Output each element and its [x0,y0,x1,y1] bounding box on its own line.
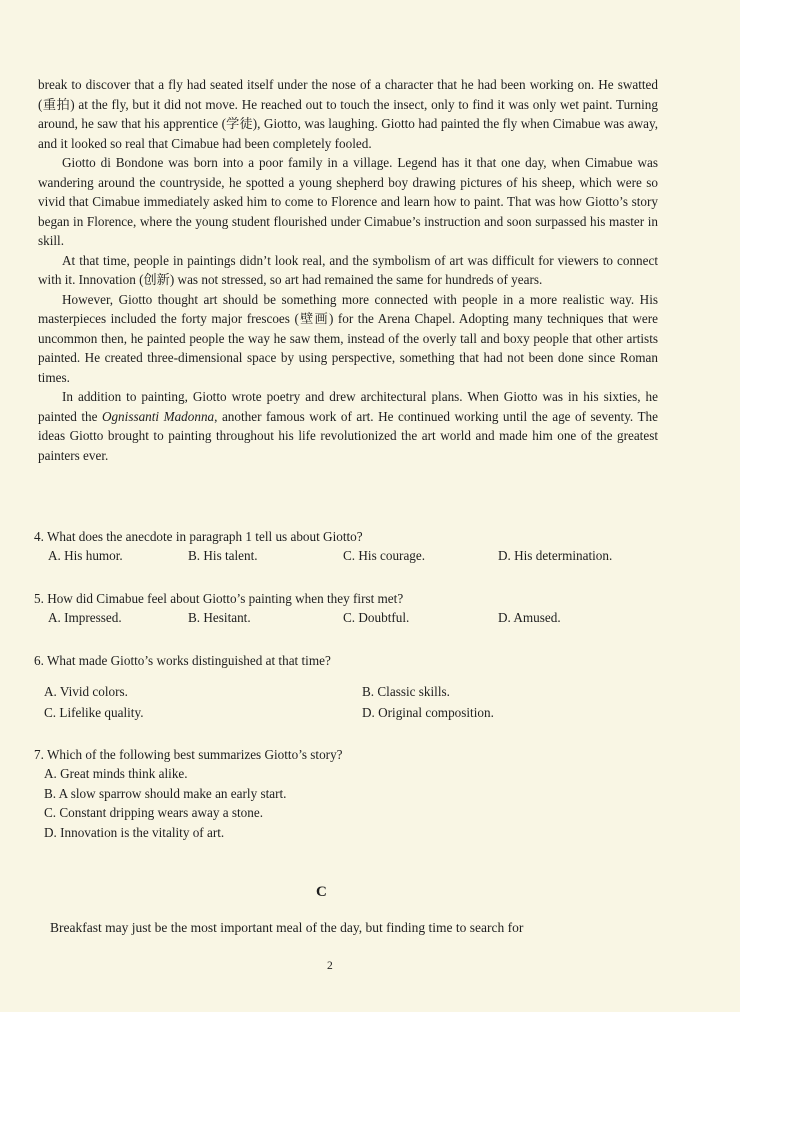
option-d: D. Innovation is the vitality of art. [44,824,225,840]
paragraph-3: At that time, people in paintings didn’t look real, and the symbolism of art was difficult for viewers to connect with it. Innovation (创新) was not stressed, so art had remained the same for hundreds of years. [38,252,658,287]
option-c: C. Constant dripping wears away a stone. [44,805,264,820]
paragraph-5-text-b: , another famous work of art. He continued working until the age of seventy. The ideas Giotto brought to painting throughout his life revolutionized the art world and made him one of the greatest painters ever. [38,408,658,463]
paragraph-1-continued: break to discover that a fly had seated itself under the nose of a character that he had been working on. He swatted (重拍) at the fly, but it did not move. He reached out to touch the insect, only to find it was only wet paint. Turning around, he saw that his apprentice (学徒), Giotto, was laughing. Giotto had painted the fly when Cimabue was away, and it looked so real that Cimabue had been completely fooled. [38,77,658,151]
question-4 [34,527,638,565]
option-a: A. Great minds think alike. [44,766,188,781]
paragraph-4: However, Giotto thought art should be something more connected with people in a more realistic way. His masterpieces included the forty major frescoes (壁画) for the Arena Chapel. Adopting many techniques that were uncommon then, he painted people the way he saw them, instead of the overly tall and boxy people that other artists painted. He created three-dimensional space by using perspective, something that had not been done since Roman times. [38,291,658,385]
option-d: D. Original composition. [362,705,494,720]
artwork-title: Ognissanti Madonna [101,408,215,424]
paragraph-5-text-a: In addition to painting, Giotto wrote poetry and drew architectural plans. When Giotto was in his sixties, he painted the [38,389,658,424]
options [34,546,638,565]
section-heading: C [316,884,327,900]
option-b: B. A slow sparrow should make an early start. [44,785,287,801]
question-stem: 4. What does the anecdote in paragraph 1 tell us about Giotto? [34,529,363,544]
option-c: C. Lifelike quality. [44,705,144,720]
question-stem: 5. How did Cimabue feel about Giotto’s painting when they first met? [34,591,404,606]
options [34,764,343,842]
option-b: B. Hesitant. [188,610,251,625]
question-5 [34,589,638,627]
options [34,682,662,722]
option-d: D. Amused. [498,610,561,625]
question-stem: 7. Which of the following best summarizes Giotto’s story? [34,747,343,762]
option-a: A. Impressed. [48,610,122,625]
option-b: B. Classic skills. [362,684,450,699]
option-b: B. His talent. [188,548,258,563]
page-number: 2 [327,960,333,972]
question-stem: 6. What made Giotto’s works distinguished at that time? [34,653,331,668]
reading-passage [38,75,658,465]
option-a: A. Vivid colors. [44,684,128,699]
paragraph-5 [38,387,658,465]
question-7 [34,745,343,842]
options [34,608,638,627]
option-c: C. Doubtful. [343,610,410,625]
option-c: C. His courage. [343,548,426,563]
next-passage-first-line: Breakfast may just be the most important meal of the day, but finding time to search for [50,920,524,935]
option-d: D. His determination. [498,548,613,563]
question-6 [34,651,662,722]
paragraph-2: Giotto di Bondone was born into a poor family in a village. Legend has it that one day, when Cimabue was wandering around the countryside, he spotted a young shepherd boy drawing pictures of his sheep, which were so vivid that Cimabue immediately asked him to come to Florence and learn how to paint. That was how Giotto’s story began in Florence, where the young student flourished under Cimabue’s instruction and soon surpassed his master in skill. [38,155,658,248]
option-a: A. His humor. [48,548,123,563]
